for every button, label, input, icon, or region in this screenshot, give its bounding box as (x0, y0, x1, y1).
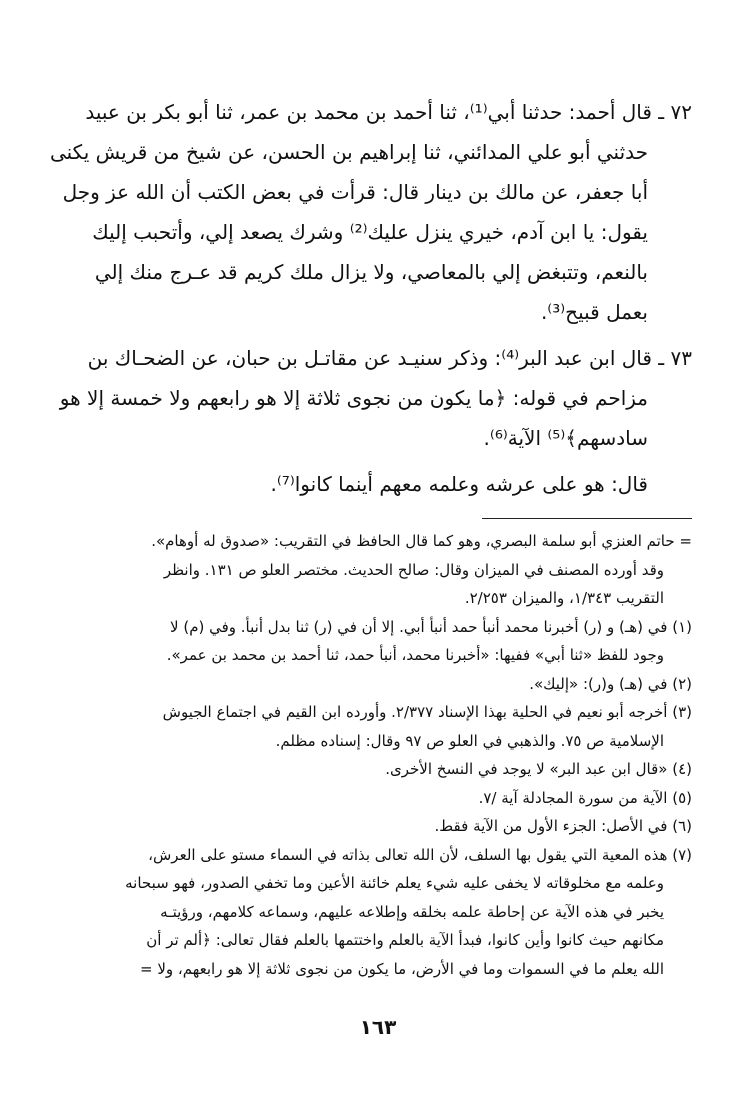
paragraph-73-continuation (62, 464, 692, 504)
footnote-line: يخبر في هذه الآية عن إحاطة علمه بخلقه وإطلاعه عليهم، وسماعه كلامهم، ورؤيتـه (160, 902, 664, 921)
text-line: حدثني أبو علي المدائني، ثنا إبراهيم بن الحسن، عن شيخ من قريش يكنى (49, 140, 648, 164)
footnote-line: وعلمه مع مخلوقاته لا يخفى عليه شيء يعلم خائنة الأعين وما تخفي الصدور، فهو سبحانه (125, 874, 664, 892)
footnote-line: مكانهم حيث كانوا وأين كانوا، فبدأ الآية بالعلم واختتمها بالعلم فقال تعالى: ﴿ألم تر أن (146, 931, 664, 949)
footnote-3 (62, 698, 692, 755)
footnote-divider (482, 518, 692, 519)
text-line: مزاحم في قوله: ﴿ما يكون من نجوى ثلاثة إلا هو رابعهم ولا خمسة إلا هو (59, 386, 648, 410)
text-line: يقول: يا ابن آدم، خيري ينزل عليك⁽²⁾ وشرك يصعد إلي، وأتحبب إليك (92, 220, 648, 244)
footnote-2 (62, 670, 692, 699)
footnote-line: (٧) هذه المعية التي يقول بها السلف، لأن الله تعالى بذاته في السماء مستو على العرش، (148, 845, 692, 864)
footnote-line: (٣) أخرجه أبو نعيم في الحلية بهذا الإسناد ٢/٣٧٧. وأورده ابن القيم في اجتماع الجيوش (162, 703, 692, 721)
footnote-line: (٤) «قال ابن عبد البر» لا يوجد في النسخ الأخرى. (385, 760, 692, 778)
text-line: أبا جعفر، عن مالك بن دينار قال: قرأت في بعض الكتب أن الله عز وجل (62, 180, 648, 204)
footnote-line: (٢) في (هـ) و(ر): «إليك». (529, 674, 692, 693)
page (49, 92, 692, 983)
main-text (49, 92, 692, 504)
text-line: سادسهم﴾⁽⁵⁾ الآية⁽⁶⁾. (483, 426, 648, 450)
footnote-5 (62, 784, 692, 813)
footnote-line: الله يعلم ما في السموات وما في الأرض، ما يكون من نجوى ثلاثة إلا هو رابعهم، ولا = (139, 959, 664, 978)
text-line: بالنعم، وتتبغض إلي بالمعاصي، ولا يزال ملك كريم قد عـرج منك إلي (94, 260, 648, 284)
footnotes (62, 527, 692, 983)
text-line: ٧٣ ـ قال ابن عبد البر⁽⁴⁾: وذكر سنيـد عن مقاتـل بن حبان، عن الضحـاك بن (87, 346, 692, 370)
footnote-4 (62, 755, 692, 784)
footnote-line: (٥) الآية من سورة المجادلة آية /٧. (478, 788, 692, 807)
footnote-line: التقريب ١/٣٤٣، والميزان ٢/٢٥٣. (464, 589, 664, 607)
footnote-line: = حاتم العنزي أبو سلمة البصري، وهو كما قال الحافظ في التقريب: «صدوق له أوهام». (151, 532, 692, 550)
footnote-line: الإسلامية ص ٧٥. والذهبي في العلو ص ٩٧ وقال: إسناده مظلم. (275, 731, 664, 750)
footnote-line: (١) في (هـ) و (ر) أخبرنا محمد أنبأ حمد أنبأ أبي. إلا أن في (ر) ثنا بدل أنبأ. وفي (م) لا (170, 617, 692, 636)
page-number: ١٦٣ (359, 1015, 397, 1039)
footnote-7 (62, 841, 692, 984)
paragraph-72 (49, 92, 692, 332)
footnote-1 (62, 613, 692, 670)
footnote-line: وقد أورده المصنف في الميزان وقال: صالح الحديث. مختصر العلو ص ١٣١. وانظر (163, 560, 664, 579)
paragraph-73 (59, 338, 692, 458)
text-line: قال: هو على عرشه وعلمه معهم أينما كانوا⁽⁷⁾. (270, 472, 648, 496)
footnote-line: (٦) في الأصل: الجزء الأول من الآية فقط. (434, 817, 692, 835)
text-line: ٧٢ ـ قال أحمد: حدثنا أبي⁽¹⁾، ثنا أحمد بن محمد بن عمر، ثنا أبو بكر بن عبيد (85, 100, 692, 124)
footnote-6 (62, 812, 692, 841)
text-line: بعمل قبيح⁽³⁾. (540, 300, 648, 324)
footnote-line: وجود للفظ «ثنا أبي» ففيها: «أخبرنا محمد، أنبأ حمد، ثنا أحمد بن محمد بن عمر». (166, 646, 664, 664)
footnote-continued (62, 527, 692, 613)
